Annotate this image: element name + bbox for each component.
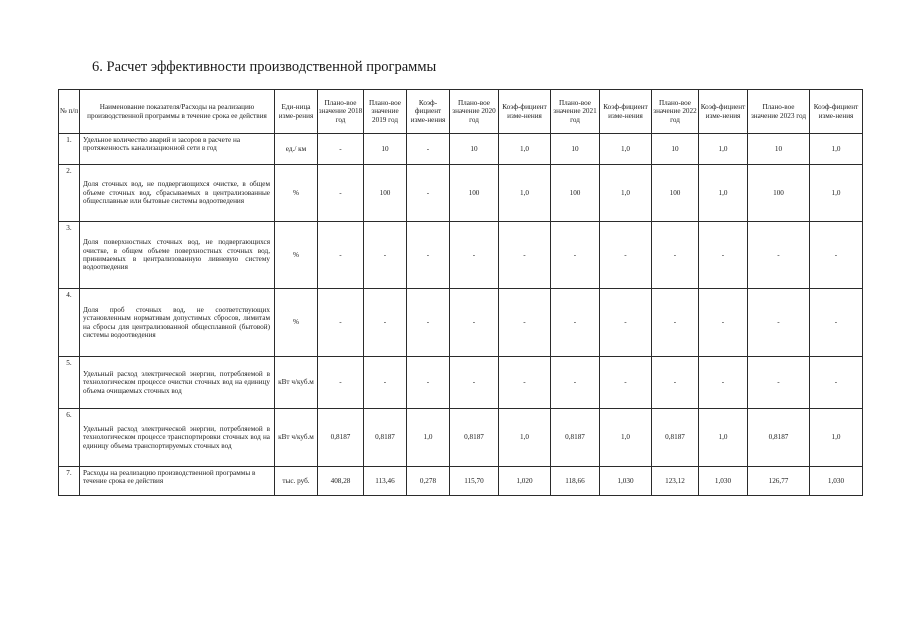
unit-cell: тыс. руб. xyxy=(275,467,318,496)
value-cell: - xyxy=(652,289,699,357)
value-cell: 0,8187 xyxy=(748,409,810,467)
value-cell: 1,0 xyxy=(600,409,652,467)
value-cell: 1,0 xyxy=(699,134,748,165)
indicator-name: Удельный расход электрической энергии, потребляемой в технологическом процессе транспортировки сточных вод на единицу объема транспортируемых сточных вод xyxy=(80,409,275,467)
value-cell: - xyxy=(652,222,699,289)
row-number: 6. xyxy=(59,409,80,467)
value-cell: 115,70 xyxy=(450,467,499,496)
header-cell-unit: Еди-ница изме-рения xyxy=(275,90,318,134)
row-number: 1. xyxy=(59,134,80,165)
value-cell: 1,0 xyxy=(407,409,450,467)
value-cell: 1,020 xyxy=(499,467,551,496)
value-cell: 100 xyxy=(450,165,499,222)
header-cell-2022: Плано-вое значение 2022 год xyxy=(652,90,699,134)
header-cell-coef-2023: Коэф-фициент изме-нения xyxy=(810,90,863,134)
header-cell-2018: Плано-вое значение 2018 год xyxy=(318,90,364,134)
row-number: 3. xyxy=(59,222,80,289)
header-cell-coef-2022: Коэф-фициент изме-нения xyxy=(699,90,748,134)
value-cell: - xyxy=(600,357,652,409)
value-cell: - xyxy=(551,222,600,289)
table-row xyxy=(59,134,863,165)
value-cell: 100 xyxy=(748,165,810,222)
value-cell: 1,0 xyxy=(600,134,652,165)
table-row xyxy=(59,289,863,357)
indicator-name: Доля сточных вод, не подвергающихся очистке, в общем объеме сточных вод, сбрасываемых в централизованные общесплавные или бытовые системы водоотведения xyxy=(80,165,275,222)
value-cell: 126,77 xyxy=(748,467,810,496)
value-cell: 0,8187 xyxy=(551,409,600,467)
value-cell: - xyxy=(318,357,364,409)
value-cell: - xyxy=(748,222,810,289)
unit-cell: % xyxy=(275,222,318,289)
unit-cell: % xyxy=(275,289,318,357)
value-cell: 118,66 xyxy=(551,467,600,496)
row-number: 7. xyxy=(59,467,80,496)
value-cell: - xyxy=(499,289,551,357)
value-cell: - xyxy=(407,222,450,289)
value-cell: - xyxy=(652,357,699,409)
value-cell: 1,0 xyxy=(810,165,863,222)
value-cell: 10 xyxy=(748,134,810,165)
header-cell-name: Наименование показателя/Расходы на реализацию производственной программы в течение срока ее действия xyxy=(80,90,275,134)
value-cell: - xyxy=(499,222,551,289)
value-cell: 113,46 xyxy=(364,467,407,496)
value-cell: - xyxy=(450,222,499,289)
value-cell: 0,8187 xyxy=(318,409,364,467)
value-cell: - xyxy=(407,165,450,222)
value-cell: 1,0 xyxy=(810,134,863,165)
header-cell-2020: Плано-вое значение 2020 год xyxy=(450,90,499,134)
value-cell: - xyxy=(407,289,450,357)
header-cell-coef-2020: Коэф-фициент изме-нения xyxy=(499,90,551,134)
value-cell: - xyxy=(407,357,450,409)
value-cell: - xyxy=(318,165,364,222)
header-cell-num: № п/п xyxy=(59,90,80,134)
header-cell-2021: Плано-вое значение 2021 год xyxy=(551,90,600,134)
value-cell: 100 xyxy=(652,165,699,222)
value-cell: - xyxy=(748,357,810,409)
header-row xyxy=(59,90,863,134)
value-cell: 1,030 xyxy=(600,467,652,496)
value-cell: 1,0 xyxy=(699,409,748,467)
page-title: 6. Расчет эффективности производственной программы xyxy=(92,59,437,75)
efficiency-table xyxy=(58,89,863,496)
value-cell: 10 xyxy=(450,134,499,165)
value-cell: 0,8187 xyxy=(450,409,499,467)
value-cell: - xyxy=(318,134,364,165)
unit-cell: ед./ км xyxy=(275,134,318,165)
value-cell: - xyxy=(364,289,407,357)
row-number: 2. xyxy=(59,165,80,222)
value-cell: - xyxy=(318,222,364,289)
value-cell: 1,0 xyxy=(499,165,551,222)
value-cell: 100 xyxy=(551,165,600,222)
value-cell: 100 xyxy=(364,165,407,222)
value-cell: - xyxy=(318,289,364,357)
value-cell: - xyxy=(551,289,600,357)
value-cell: - xyxy=(699,289,748,357)
value-cell: 123,12 xyxy=(652,467,699,496)
value-cell: 1,030 xyxy=(810,467,863,496)
value-cell: - xyxy=(810,357,863,409)
value-cell: 1,0 xyxy=(499,134,551,165)
indicator-name: Доля поверхностных сточных вод, не подвергающихся очистке, в общем объеме поверхностных сточных вод, принимаемых в централизованную ливневую систему водоотведения xyxy=(80,222,275,289)
value-cell: - xyxy=(748,289,810,357)
row-number: 5. xyxy=(59,357,80,409)
indicator-name: Удельное количество аварий и засоров в расчете на протяженность канализационной сети в год xyxy=(80,134,275,165)
value-cell: - xyxy=(699,357,748,409)
header-cell-coef-2021: Коэф-фициент изме-нения xyxy=(600,90,652,134)
value-cell: - xyxy=(407,134,450,165)
value-cell: - xyxy=(600,289,652,357)
header-cell-coef-2019: Коэф-фициент изме-нения xyxy=(407,90,450,134)
value-cell: 10 xyxy=(551,134,600,165)
value-cell: - xyxy=(450,289,499,357)
table-row xyxy=(59,357,863,409)
table-row xyxy=(59,467,863,496)
value-cell: 1,0 xyxy=(600,165,652,222)
indicator-name: Расходы на реализацию производственной программы в течение срока ее действия xyxy=(80,467,275,496)
value-cell: - xyxy=(600,222,652,289)
indicator-name: Удельный расход электрической энергии, потребляемой в технологическом процессе очистки сточных вод на единицу объема очищаемых сточных вод xyxy=(80,357,275,409)
indicator-name: Доля проб сточных вод, не соответствующих установленным нормативам допустимых сбросов, лимитам на сбросы для централизованной общесплавной (бытовой) системы водоотведения xyxy=(80,289,275,357)
row-number: 4. xyxy=(59,289,80,357)
value-cell: 1,0 xyxy=(499,409,551,467)
header-cell-2019: Плано-вое значение 2019 год xyxy=(364,90,407,134)
table-row xyxy=(59,165,863,222)
value-cell: 10 xyxy=(652,134,699,165)
value-cell: 408,28 xyxy=(318,467,364,496)
value-cell: 1,0 xyxy=(699,165,748,222)
unit-cell: % xyxy=(275,165,318,222)
value-cell: 0,278 xyxy=(407,467,450,496)
table-row xyxy=(59,222,863,289)
value-cell: 0,8187 xyxy=(652,409,699,467)
value-cell: - xyxy=(699,222,748,289)
value-cell: 1,030 xyxy=(699,467,748,496)
value-cell: - xyxy=(551,357,600,409)
value-cell: 1,0 xyxy=(810,409,863,467)
value-cell: 0,8187 xyxy=(364,409,407,467)
unit-cell: кВт ч/куб.м xyxy=(275,357,318,409)
value-cell: - xyxy=(364,222,407,289)
value-cell: - xyxy=(499,357,551,409)
value-cell: - xyxy=(810,289,863,357)
table-row xyxy=(59,409,863,467)
value-cell: 10 xyxy=(364,134,407,165)
value-cell: - xyxy=(364,357,407,409)
value-cell: - xyxy=(450,357,499,409)
value-cell: - xyxy=(810,222,863,289)
unit-cell: кВт ч/куб.м xyxy=(275,409,318,467)
header-cell-2023: Плано-вое значение 2023 год xyxy=(748,90,810,134)
